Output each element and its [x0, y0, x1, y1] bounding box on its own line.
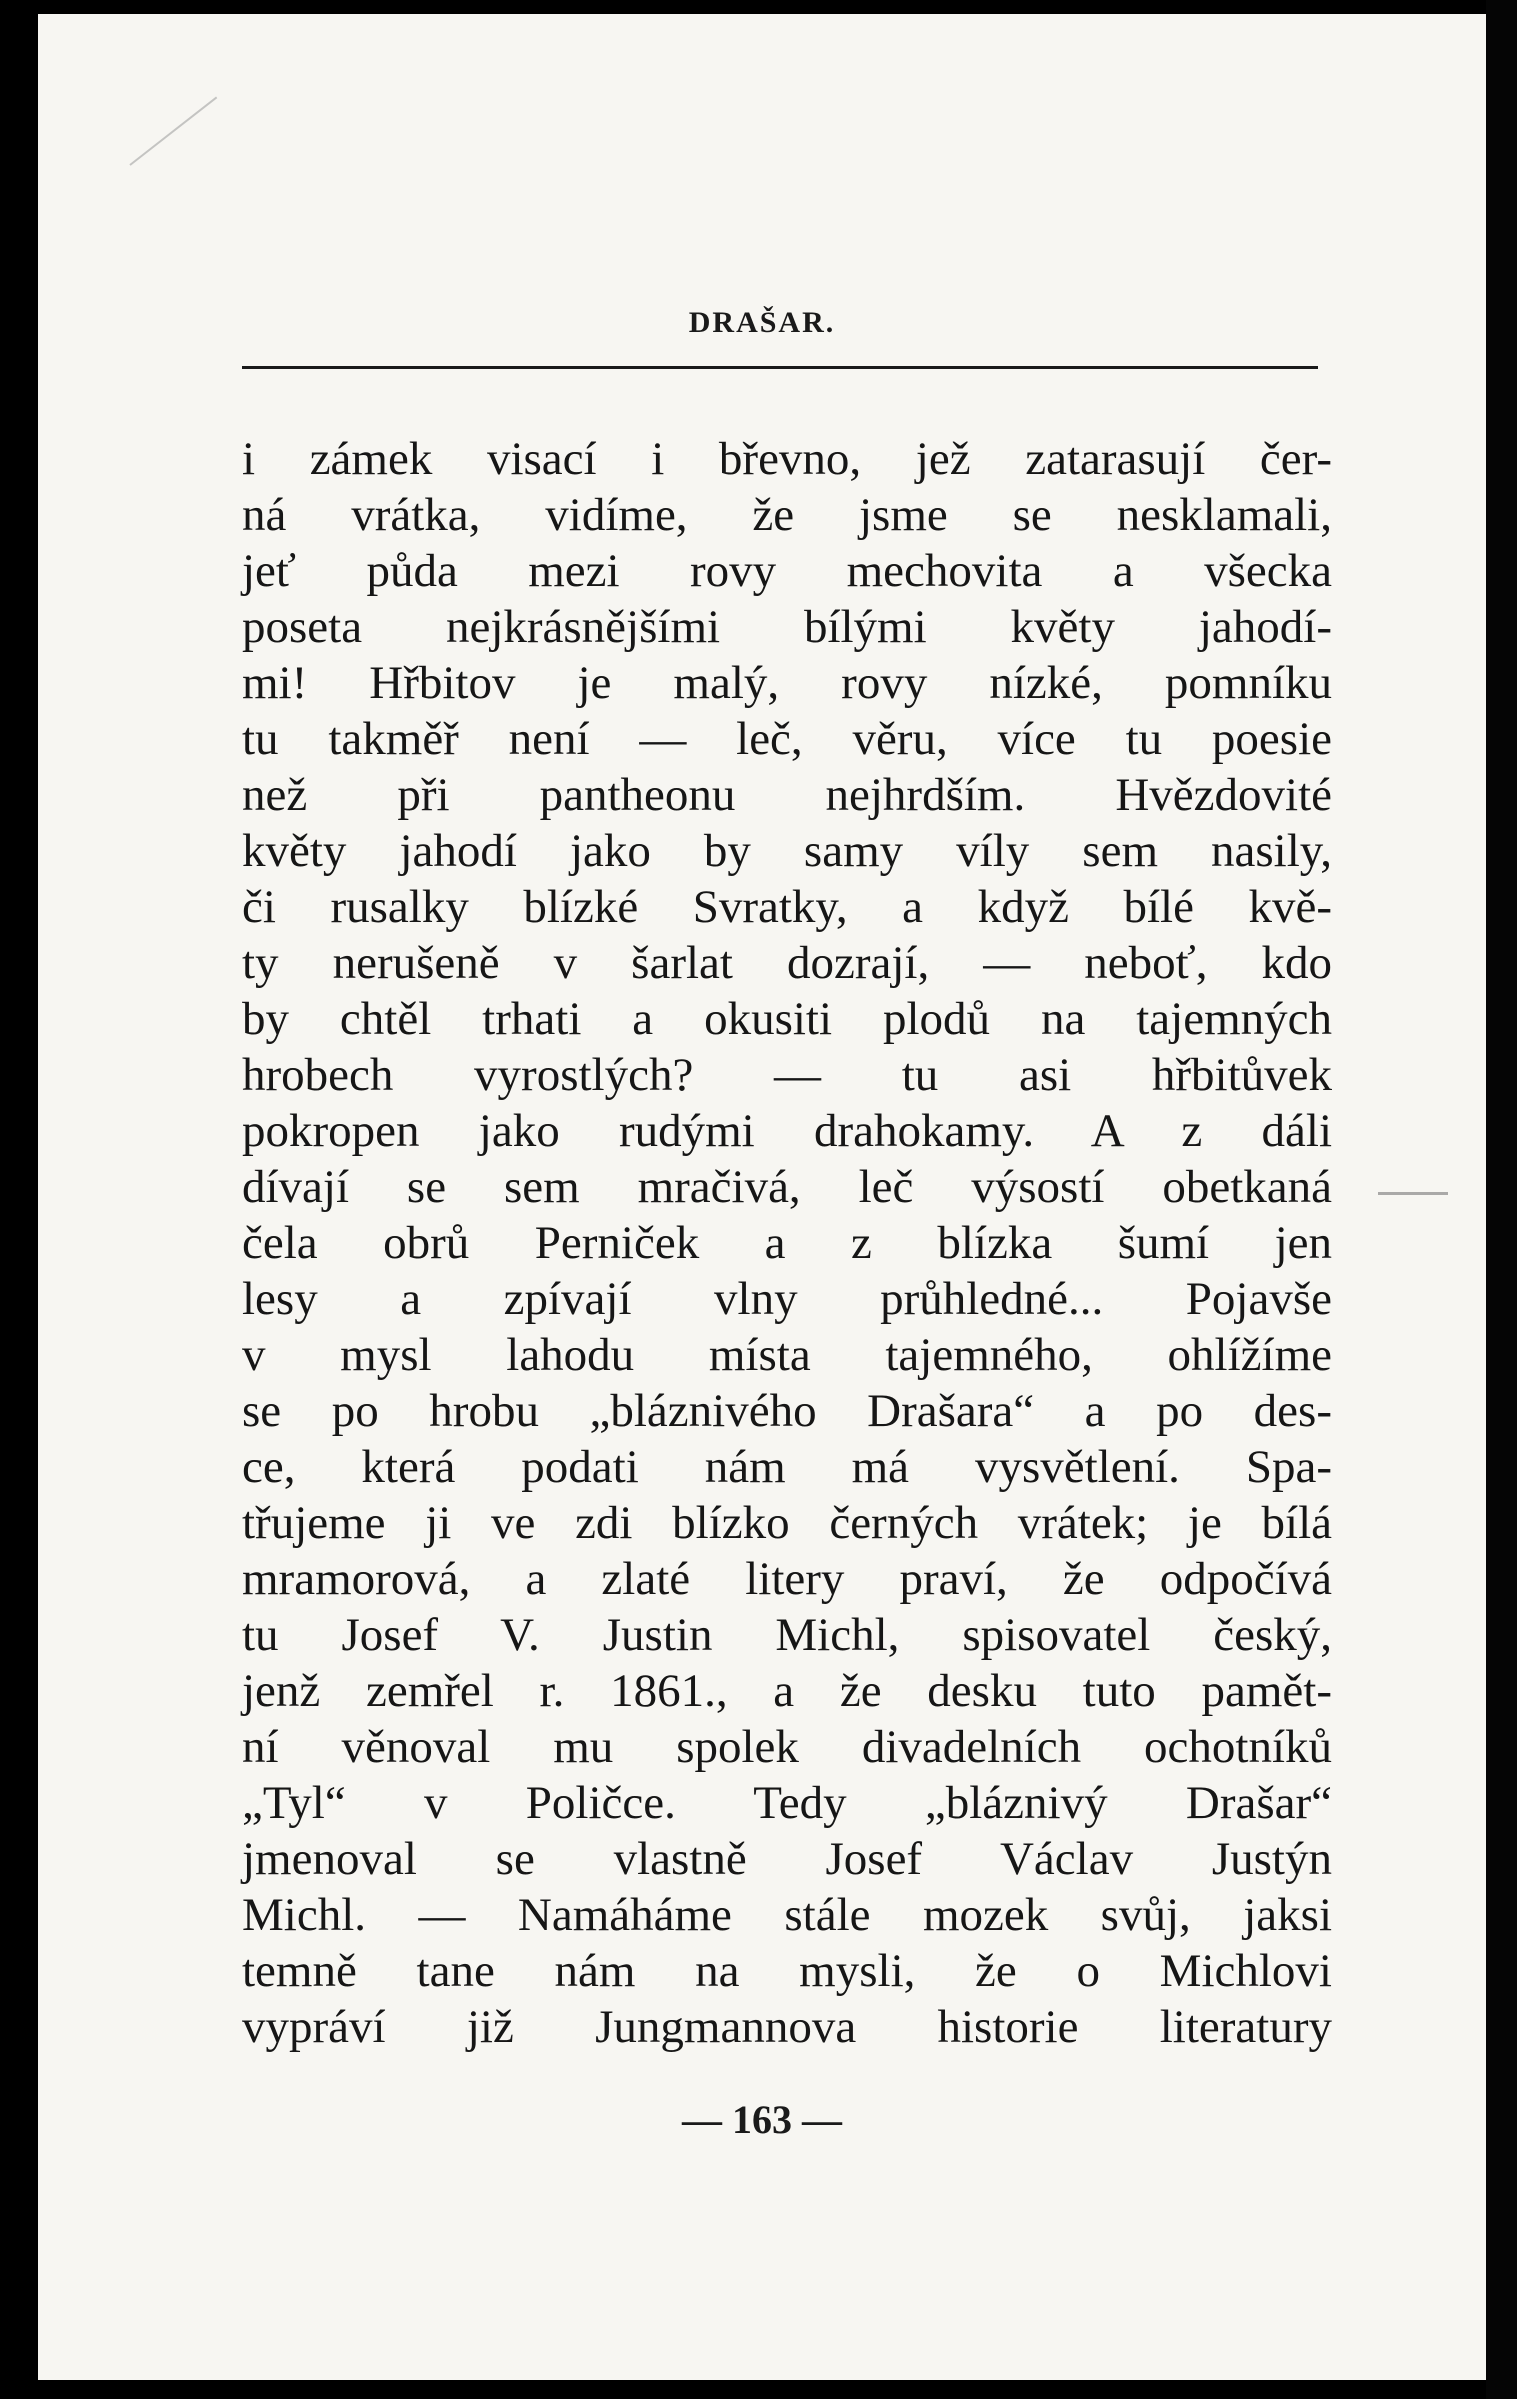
text-line: jmenoval se vlastně Josef Václav Justýn [242, 1833, 1332, 1885]
text-line: ná vrátka, vidíme, že jsme se nesklamali, [242, 489, 1332, 541]
margin-pencil-mark [1378, 1192, 1448, 1195]
text-line: se po hrobu „bláznivého Drašara“ a po des- [242, 1385, 1332, 1437]
page-number: — 163 — [682, 2097, 842, 2142]
running-head-title: DRAŠAR. [688, 306, 836, 339]
text-line: mramorová, a zlaté litery praví, že odpočívá [242, 1553, 1332, 1605]
text-line: vypráví již Jungmannova historie literatury [242, 2001, 1332, 2053]
text-line: ní věnoval mu spolek divadelních ochotníků [242, 1721, 1332, 1773]
text-line: květy jahodí jako by samy víly sem nasily, [242, 825, 1332, 877]
text-line: ty nerušeně v šarlat dozrají, — neboť, kdo [242, 937, 1332, 989]
text-line: či rusalky blízké Svratky, a když bílé kvě- [242, 881, 1332, 933]
page-edge-shadow [1486, 0, 1517, 2399]
text-line: hrobech vyrostlých? — tu asi hřbitůvek [242, 1049, 1332, 1101]
text-line: lesy a zpívají vlny průhledné... Pojavše [242, 1273, 1332, 1325]
text-line: třujeme ji ve zdi blízko černých vrátek; je bílá [242, 1497, 1332, 1549]
book-page [38, 14, 1486, 2380]
text-line: jenž zemřel r. 1861., a že desku tuto pamět- [242, 1665, 1332, 1717]
text-line: ce, která podati nám má vysvětlení. Spa- [242, 1441, 1332, 1493]
text-line: i zámek visací i břevno, jež zatarasují čer- [242, 433, 1332, 485]
running-head [38, 306, 1486, 340]
pencil-stroke [129, 96, 217, 165]
header-rule [242, 366, 1318, 369]
text-line: temně tane nám na mysli, že o Michlovi [242, 1945, 1332, 1997]
text-line: pokropen jako rudými drahokamy. A z dáli [242, 1105, 1332, 1157]
text-line: dívají se sem mračivá, leč výsostí obetkaná [242, 1161, 1332, 1213]
text-line: poseta nejkrásnějšími bílými květy jahodí- [242, 601, 1332, 653]
text-line: „Tyl“ v Poličce. Tedy „bláznivý Drašar“ [242, 1777, 1332, 1829]
text-line: než při pantheonu nejhrdším. Hvězdovité [242, 769, 1332, 821]
text-line: čela obrů Perniček a z blízka šumí jen [242, 1217, 1332, 1269]
text-line: v mysl lahodu místa tajemného, ohlížíme [242, 1329, 1332, 1381]
text-line: Michl. — Namáháme stále mozek svůj, jaksi [242, 1889, 1332, 1941]
text-line: by chtěl trhati a okusiti plodů na tajemných [242, 993, 1332, 1045]
text-line: tu takměř není — leč, věru, více tu poesie [242, 713, 1332, 765]
text-line: mi! Hřbitov je malý, rovy nízké, pomníku [242, 657, 1332, 709]
text-line: tu Josef V. Justin Michl, spisovatel český, [242, 1609, 1332, 1661]
body-text [242, 431, 1332, 2055]
text-line: jeť půda mezi rovy mechovita a všecka [242, 545, 1332, 597]
